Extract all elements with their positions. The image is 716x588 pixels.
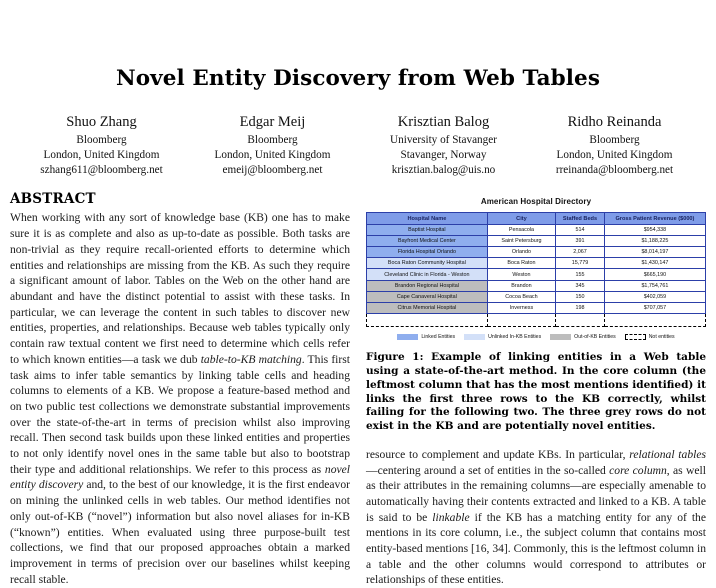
cell-beds: 15,779: [556, 258, 605, 269]
author-name: Edgar Meij: [239, 114, 306, 130]
legend-swatch-icon: [464, 334, 485, 340]
cell-revenue: $1,430,147: [604, 258, 705, 269]
author-name: Shuo Zhang: [66, 114, 137, 130]
cell-empty: [367, 314, 488, 327]
cell-city: Pensacola: [487, 224, 555, 235]
figure-legend: [366, 334, 706, 340]
figure-1: [366, 197, 706, 433]
abstract-italic-1: table-to-KB matching: [200, 352, 302, 366]
body-part-4: if the KB has a matching entity for any of the mentions in its core column, i.e., the subject column that contains most entity-based mentions [16, 34]. Commonly, this is the leftmost column in a table and the other columns would correspond to attributes or relationships of these entities.: [366, 510, 706, 587]
table-header-row: [367, 213, 706, 224]
cell-empty: [487, 314, 555, 327]
legend-label: Not entities: [648, 334, 675, 341]
cell-hospital-name: Boca Raton Community Hospital: [367, 258, 488, 269]
cell-beds: 155: [556, 269, 605, 280]
legend-item-outkb: [550, 334, 616, 340]
abstract-heading: ABSTRACT: [10, 191, 96, 208]
cell-hospital-name: Baptist Hospital: [367, 224, 488, 235]
cell-revenue: $8,014,197: [604, 247, 705, 258]
body-italic-1: relational tables: [629, 447, 706, 461]
left-column: [10, 191, 350, 588]
body-part-2: —centering around a set of entities in the so-called: [366, 463, 610, 477]
cell-beds: 150: [556, 291, 605, 302]
author-block: [0, 91, 716, 177]
legend-label: Out-of-KB Entities: [574, 334, 616, 341]
cell-beds: 391: [556, 235, 605, 246]
body-part-1: resource to complement and update KBs. In particular,: [366, 447, 630, 461]
cell-city: Inverness: [487, 302, 555, 313]
right-column: [366, 191, 706, 588]
cell-hospital-name: Citrus Memorial Hospital: [367, 302, 488, 313]
author-entry: [16, 113, 187, 177]
legend-item-not-entities: [625, 334, 675, 340]
legend-swatch-icon: [625, 334, 646, 340]
author-email[interactable]: rreinanda@bloomberg.net: [555, 163, 674, 176]
table-title: American Hospital Directory: [480, 197, 592, 207]
author-location: London, United Kingdom: [214, 148, 331, 161]
column-header-city: City: [487, 213, 555, 224]
author-entry: [529, 113, 700, 177]
cell-hospital-name: Cleveland Clinic in Florida - Weston: [367, 269, 488, 280]
author-email[interactable]: szhang611@bloomberg.net: [40, 163, 163, 176]
cell-beds: 198: [556, 302, 605, 313]
hospital-directory-table: [366, 212, 706, 327]
author-email[interactable]: krisztian.balog@uis.no: [391, 163, 496, 176]
two-column-body: [0, 177, 716, 588]
author-entry: [187, 113, 358, 177]
cell-revenue: $665,190: [604, 269, 705, 280]
cell-beds: 2,067: [556, 247, 605, 258]
table-row: [367, 302, 706, 313]
column-header-revenue: Gross Patient Revenue ($000): [604, 213, 705, 224]
legend-label: Linked Entities: [421, 334, 456, 341]
table-row: [367, 280, 706, 291]
cell-empty: [556, 314, 605, 327]
abstract-part-3: and, to the best of our knowledge, it is the first endeavor on mining the unlinked cells in web tables. Our method identifies not only out-of-KB (“novel”) information but also novel aliases for in-KB (“known”) entities. When evaluated using three purpose-built test collections, we find that our proposed approaches obtain a marked improvement in terms of precision over our baselines whilst keeping recall stable.: [10, 478, 350, 586]
author-affiliation: Bloomberg: [589, 134, 640, 147]
cell-hospital-name: Florida Hospital Orlando: [367, 247, 488, 258]
author-entry: [358, 113, 529, 177]
legend-swatch-icon: [397, 334, 418, 340]
author-affiliation: University of Stavanger: [390, 134, 497, 147]
abstract-text: [10, 210, 350, 587]
cell-city: Brandon: [487, 280, 555, 291]
cell-city: Orlando: [487, 247, 555, 258]
cell-city: Cocoa Beach: [487, 291, 555, 302]
body-italic-3: linkable: [432, 510, 470, 524]
page-title: Novel Entity Discovery from Web Tables: [115, 66, 601, 91]
abstract-part-2: . This first task aims to infer table semantics by linking table cells and heading columns to elements of a KB. We propose a feature-based method and on two public test collections we demonstrate substantial improvements over the state-of-the-art in terms of precision whilst also improving recall. Then second task builds upon these linked entities and properties to not only identify novel ones in the same table but also to bootstrap their type and additional relationships. We refer to this process as: [10, 352, 350, 476]
author-affiliation: Bloomberg: [76, 134, 127, 147]
body-part-3: , as well as their attributes in the remaining columns—are especially amenable to automatically having their contents extracted and linked to a KB. A table is said to be: [366, 463, 706, 524]
cell-empty: [604, 314, 705, 327]
cell-revenue: $1,754,761: [604, 280, 705, 291]
cell-city: Weston: [487, 269, 555, 280]
table-row: [367, 224, 706, 235]
column-header-staffed-beds: Staffed Beds: [556, 213, 605, 224]
cell-revenue: $1,188,225: [604, 235, 705, 246]
table-row: [367, 235, 706, 246]
table-row: [367, 269, 706, 280]
cell-revenue: $402,059: [604, 291, 705, 302]
cell-hospital-name: Bayfront Medical Center: [367, 235, 488, 246]
cell-hospital-name: Cape Canaveral Hospital: [367, 291, 488, 302]
author-email[interactable]: emeij@bloomberg.net: [222, 163, 323, 176]
cell-beds: 514: [556, 224, 605, 235]
legend-swatch-icon: [550, 334, 571, 340]
cell-city: Boca Raton: [487, 258, 555, 269]
cell-beds: 345: [556, 280, 605, 291]
author-name: Ridho Reinanda: [567, 114, 662, 130]
right-column-body-text: [366, 447, 706, 588]
legend-label: Unlinked In-KB Entities: [488, 334, 542, 341]
figure-caption: Figure 1: Example of linking entities in a Web table using a state-of-the-art method. In the core column (the leftmost column that has the most mentions identified) it links the first three rows to the KB correctly, whilst failing for the following two. The three grey rows do not exist in the KB and are potentially novel entities.: [366, 351, 706, 433]
author-location: Stavanger, Norway: [400, 148, 487, 161]
abstract-part-1: When working with any sort of knowledge base (KB) one has to make sure it is as complete and also as up-to-date as possible. Both tasks are non-trivial as they require recall-oriented efforts to determine which entities and relationships are missing from the KB. As such they require a significant amount of labor. Tables on the Web on the other hand are abundant and have the distinct potential to assist with these tasks. In particular, we can leverage the content in such tables to discover new entities, properties, and relationships. Because web tables typically only contain raw textual content we first need to determine which cells refer to which known entities—a task we dub: [10, 211, 350, 366]
table-row: [367, 258, 706, 269]
cell-revenue: $707,057: [604, 302, 705, 313]
cell-revenue: $954,338: [604, 224, 705, 235]
author-name: Krisztian Balog: [397, 114, 490, 130]
column-header-hospital-name: Hospital Name: [367, 213, 488, 224]
body-italic-2: core column: [609, 463, 667, 477]
legend-item-unlinked: [464, 334, 541, 340]
cell-hospital-name: Brandon Regional Hospital: [367, 280, 488, 291]
table-row-not-entities: [367, 314, 706, 327]
author-affiliation: Bloomberg: [247, 134, 298, 147]
legend-item-linked: [397, 334, 455, 340]
table-row: [367, 247, 706, 258]
cell-city: Saint Petersburg: [487, 235, 555, 246]
author-location: London, United Kingdom: [43, 148, 160, 161]
abstract-italic-2: novel entity discovery: [10, 462, 350, 492]
table-row: [367, 291, 706, 302]
author-location: London, United Kingdom: [556, 148, 673, 161]
